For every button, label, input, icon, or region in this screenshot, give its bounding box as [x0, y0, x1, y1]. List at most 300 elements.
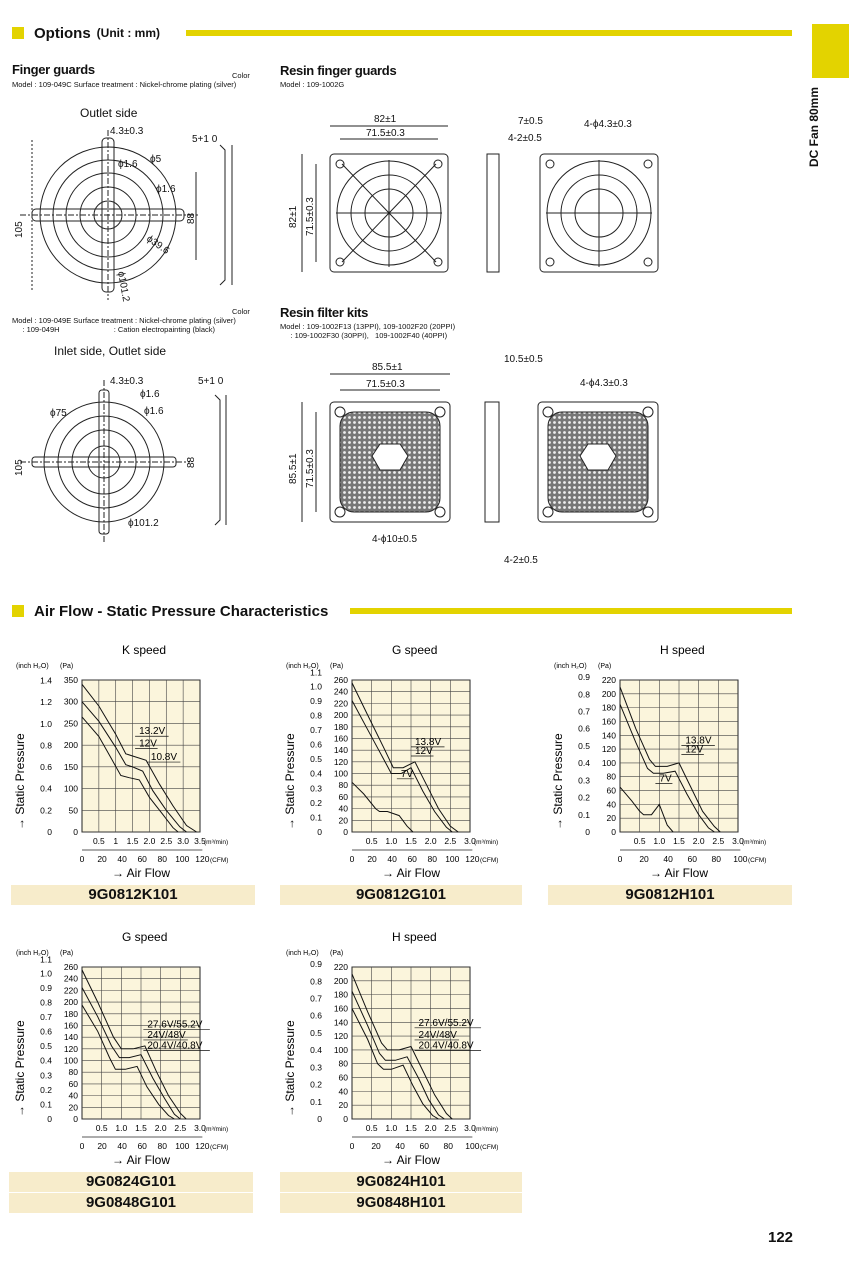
airflow-title: Air Flow - Static Pressure Characteristics	[34, 602, 329, 620]
x-tick-cfm: 40	[387, 854, 397, 864]
model-banner-h: 9G0812H101	[548, 885, 792, 905]
y-tick-inch: 0.8	[310, 976, 322, 987]
x-tick-m3: 1.0	[385, 836, 398, 846]
y-tick-pa: 200	[601, 688, 616, 699]
y-tick-inch: 0.5	[310, 754, 322, 765]
dim2-phi101-2: ϕ101.2	[128, 518, 159, 529]
y-tick-inch: 1.0	[310, 681, 322, 692]
x-tick-m3: 2.5	[174, 1123, 187, 1133]
section-marker-icon	[12, 27, 24, 39]
section-marker-icon-2	[12, 605, 24, 617]
y-tick-inch: 1.2	[40, 697, 52, 708]
y-tick-inch: 0	[317, 1114, 322, 1124]
x-tick-m3: 2.0	[143, 836, 156, 846]
y-tick-inch: 0.6	[40, 1026, 52, 1037]
series-label: 13.8V	[415, 736, 442, 748]
x-tick-cfm: 100	[733, 854, 748, 864]
y-tick-inch: 0.9	[578, 672, 590, 683]
x-tick-cfm: 40	[117, 854, 127, 864]
y-tick-pa: 160	[333, 733, 348, 744]
color-label-2: Color	[232, 307, 250, 316]
y-tick-inch: 1.1	[310, 667, 322, 678]
y-tick-inch: 0.3	[578, 775, 590, 786]
x-tick-m3: 1.0	[115, 1123, 128, 1133]
plot-area	[82, 680, 200, 832]
series-label: 10.8V	[150, 752, 178, 764]
y-tick-inch: 0.1	[310, 1096, 322, 1107]
y-unit-pa: (Pa)	[60, 950, 74, 957]
series-label: 12V	[415, 746, 433, 757]
y-tick-pa: 100	[333, 1044, 348, 1055]
y-tick-inch: 0.5	[40, 1041, 52, 1052]
y-tick-pa: 40	[606, 799, 616, 810]
chart-title: K speed	[122, 643, 167, 657]
color-label: Color	[232, 71, 250, 80]
finger-guards-model-2: Model : 109-049E Surface treatment : Nickel-chrome plating (silver)	[12, 316, 236, 325]
rfk-dim-85-5: 85.5±1	[372, 362, 403, 373]
x-tick-cfm: 40	[663, 854, 673, 864]
rfk-dim-71-5: 71.5±0.3	[366, 379, 405, 390]
x-tick-m3: 0.5	[92, 836, 105, 846]
y-tick-pa: 60	[338, 791, 348, 802]
y-tick-pa: 60	[606, 785, 616, 796]
y-tick-pa: 180	[333, 989, 348, 1000]
y-tick-inch: 0	[47, 1114, 52, 1124]
dim-phi39-6: ϕ39.6	[144, 233, 172, 257]
resin-filter-kits-title: Resin filter kits	[280, 305, 369, 320]
y-tick-pa: 220	[333, 698, 348, 709]
x-unit-cfm: (CFM)	[210, 1144, 229, 1151]
y-tick-pa: 0	[73, 827, 78, 837]
x-tick-m3: 1.5	[135, 1123, 147, 1133]
dim-phi101-2: ϕ101.2	[115, 270, 132, 303]
y-unit-inch: (inch H₂O)	[16, 663, 49, 670]
y-tick-pa: 20	[338, 815, 348, 826]
x-tick-cfm: 60	[137, 1141, 147, 1151]
rfg-dim-4-2: 4-2±0.5	[508, 133, 542, 144]
chart-h-speed-2	[280, 927, 525, 1167]
x-tick-m3: 2.0	[424, 1123, 437, 1133]
x-tick-cfm: 20	[97, 1141, 107, 1151]
model-banner-g: 9G0812G101	[280, 885, 522, 905]
x-tick-cfm: 0	[349, 1141, 355, 1151]
y-tick-pa: 120	[333, 1031, 348, 1042]
rfg-dim-7: 7±0.5	[518, 116, 543, 127]
x-tick-cfm: 120	[195, 1141, 210, 1151]
y-tick-inch: 0.9	[310, 695, 322, 706]
chart-title: G speed	[122, 930, 168, 944]
y-tick-inch: 0.4	[578, 758, 590, 769]
model-banner-g24: 9G0824G101	[9, 1172, 253, 1192]
x-tick-cfm: 60	[687, 854, 697, 864]
y-tick-pa: 160	[333, 1003, 348, 1014]
finger-guards-model: Model : 109-049C Surface treatment : Nickel-chrome plating (silver)	[12, 80, 237, 89]
x-tick-cfm: 0	[79, 854, 85, 864]
finger-guards-model-3: : 109-049H : Cation electropainting (black)	[12, 325, 216, 334]
model-banner-h48: 9G0848H101	[280, 1193, 522, 1213]
dim2-phi1-6b: ϕ1.6	[144, 406, 164, 417]
x-axis-label: → Air Flow	[382, 866, 441, 880]
y-tick-inch: 0	[47, 827, 52, 837]
rfk-dim-center: 4-ϕ10±0.5	[372, 534, 418, 545]
y-tick-inch: 0.2	[578, 792, 590, 803]
y-tick-pa: 180	[63, 1008, 78, 1019]
x-tick-cfm: 100	[445, 854, 460, 864]
y-tick-inch: 1.4	[40, 675, 52, 686]
x-tick-cfm: 20	[367, 854, 377, 864]
x-unit-cfm: (CFM)	[480, 857, 499, 864]
x-tick-m3: 2.5	[712, 836, 725, 846]
outlet-side-label: Outlet side	[80, 106, 138, 120]
y-tick-inch: 0.1	[578, 809, 590, 820]
y-tick-pa: 250	[63, 718, 78, 729]
y-tick-pa: 160	[63, 1020, 78, 1031]
y-tick-pa: 80	[338, 780, 348, 791]
x-tick-m3: 3.0	[177, 836, 190, 846]
y-tick-inch: 0.4	[310, 1045, 322, 1056]
dim-phi5: ϕ5	[150, 154, 162, 165]
model-banner-h24: 9G0824H101	[280, 1172, 522, 1192]
rfk-dim-10-5: 10.5±0.5	[504, 354, 543, 365]
y-tick-pa: 200	[333, 710, 348, 721]
y-unit-pa: (Pa)	[598, 663, 612, 670]
chart-k-speed	[10, 640, 255, 880]
inlet-side-label: Inlet side, Outlet side	[54, 344, 167, 358]
dim2-phi1-6: ϕ1.6	[140, 389, 160, 400]
y-tick-inch: 0.6	[578, 723, 590, 734]
x-tick-cfm: 40	[117, 1141, 127, 1151]
y-tick-inch: 0.6	[40, 762, 52, 773]
x-tick-cfm: 80	[427, 854, 437, 864]
y-tick-pa: 100	[333, 768, 348, 779]
y-tick-inch: 0.4	[40, 1055, 52, 1066]
x-tick-cfm: 60	[419, 1141, 429, 1151]
y-tick-pa: 20	[338, 1100, 348, 1111]
x-tick-cfm: 60	[407, 854, 417, 864]
y-axis-label: → Static Pressure	[283, 1020, 297, 1117]
y-tick-pa: 140	[63, 1032, 78, 1043]
rfk-dim-4-2: 4-2±0.5	[504, 555, 538, 566]
rfg-dim-82: 82±1	[374, 114, 397, 125]
x-tick-m3: 2.5	[160, 836, 173, 846]
y-tick-pa: 80	[338, 1058, 348, 1069]
y-unit-inch: (inch H₂O)	[286, 663, 319, 670]
y-tick-inch: 0.9	[40, 982, 52, 993]
x-tick-cfm: 0	[349, 854, 355, 864]
x-tick-cfm: 120	[465, 854, 480, 864]
y-tick-inch: 0.7	[310, 993, 322, 1004]
y-axis-label: → Static Pressure	[551, 733, 565, 830]
y-tick-pa: 120	[601, 744, 616, 755]
y-tick-pa: 200	[333, 975, 348, 986]
x-tick-m3: 1.5	[405, 836, 417, 846]
x-tick-m3: 1.5	[405, 1123, 417, 1133]
series-label: 12V	[685, 744, 704, 756]
y-tick-pa: 180	[333, 721, 348, 732]
x-axis-label: → Air Flow	[112, 1153, 171, 1167]
x-tick-m3: 0.5	[365, 836, 378, 846]
chart-title: H speed	[660, 643, 705, 657]
y-tick-inch: 0.2	[310, 1079, 322, 1090]
y-tick-pa: 200	[63, 997, 78, 1008]
y-tick-pa: 80	[606, 771, 616, 782]
y-tick-inch: 0.3	[310, 1062, 322, 1073]
chart-title: G speed	[392, 643, 438, 657]
y-axis-label: → Static Pressure	[283, 733, 297, 830]
resin-filter-drawing	[282, 350, 662, 570]
x-tick-cfm: 20	[639, 854, 649, 864]
dim2-5: 5+1 0	[198, 376, 224, 387]
chart-g-speed-2	[10, 927, 255, 1167]
resin-finger-guards-title: Resin finger guards	[280, 63, 397, 78]
y-tick-inch: 0.7	[578, 706, 590, 717]
x-tick-m3: 2.5	[444, 1123, 457, 1133]
y-tick-inch: 0	[317, 827, 322, 837]
x-tick-cfm: 100	[465, 1141, 480, 1151]
x-tick-m3: 3.0	[464, 1123, 476, 1133]
series-label: 20.4V/40.8V	[147, 1040, 203, 1052]
y-unit-pa: (Pa)	[330, 663, 344, 670]
x-tick-m3: 3.0	[464, 836, 476, 846]
y-tick-pa: 240	[63, 973, 78, 984]
y-tick-pa: 100	[63, 783, 78, 794]
y-axis-label: → Static Pressure	[13, 733, 27, 830]
y-tick-inch: 0.5	[578, 740, 590, 751]
airflow-rule	[350, 608, 792, 614]
y-tick-pa: 220	[333, 962, 348, 972]
dim-5: 5+1 0	[192, 134, 218, 145]
series-label: 12V	[139, 738, 157, 750]
dim-phi1-6: ϕ1.6	[118, 159, 138, 170]
x-axis-label: → Air Flow	[112, 866, 171, 880]
y-tick-pa: 240	[333, 686, 348, 697]
x-tick-cfm: 80	[157, 1141, 167, 1151]
y-tick-inch: 0.7	[310, 725, 322, 736]
x-tick-cfm: 100	[175, 854, 190, 864]
page-number: 122	[768, 1229, 794, 1246]
x-tick-m3: 1.0	[385, 1123, 398, 1133]
rfk-dim-hole: 4-ϕ4.3±0.3	[580, 378, 628, 389]
resin-filter-model-2: : 109-1002F30 (30PPI), 109-1002F40 (40PPI)	[280, 331, 448, 340]
y-unit-pa: (Pa)	[330, 950, 344, 957]
x-tick-m3: 1.5	[126, 836, 139, 846]
x-tick-m3: 3.0	[194, 1123, 206, 1133]
x-tick-cfm: 40	[395, 1141, 405, 1151]
y-tick-pa: 140	[333, 745, 348, 756]
x-tick-m3: 2.0	[692, 836, 705, 846]
dim-phi1-6b: ϕ1.6	[156, 184, 176, 195]
chart-h-speed	[548, 640, 793, 880]
airflow-header	[12, 601, 328, 621]
y-unit-pa: (Pa)	[60, 663, 74, 670]
x-tick-m3: 0.5	[95, 1123, 108, 1133]
y-tick-inch: 1.0	[40, 718, 52, 729]
y-tick-pa: 100	[601, 757, 616, 768]
y-tick-inch: 0.8	[578, 689, 590, 700]
y-tick-pa: 220	[601, 675, 616, 685]
x-axis-label: → Air Flow	[382, 1153, 441, 1167]
dim-105: 105	[14, 221, 25, 238]
x-tick-cfm: 60	[137, 854, 147, 864]
series-label: 7V	[659, 773, 672, 785]
y-tick-pa: 140	[601, 730, 616, 741]
y-tick-inch: 0.1	[40, 1099, 52, 1110]
y-tick-pa: 260	[63, 962, 78, 972]
y-tick-inch: 0.2	[40, 805, 52, 816]
y-tick-inch: 1.0	[40, 968, 52, 979]
y-tick-pa: 40	[68, 1090, 78, 1101]
finger-guards-title: Finger guards	[12, 62, 95, 77]
y-tick-pa: 40	[338, 803, 348, 814]
series-label: 27.6V/55.2V	[418, 1017, 474, 1029]
finger-guard-inlet-drawing	[10, 370, 260, 540]
series-label: 20.4V/40.8V	[418, 1040, 474, 1052]
y-unit-inch: (inch H₂O)	[554, 663, 587, 670]
y-tick-pa: 50	[68, 805, 78, 816]
finger-guard-outlet-drawing	[10, 120, 260, 310]
x-tick-cfm: 0	[79, 1141, 85, 1151]
series-label: 27.6V/55.2V	[147, 1019, 203, 1031]
y-tick-pa: 300	[63, 696, 78, 707]
series-label: 13.2V	[139, 726, 166, 738]
y-tick-pa: 60	[338, 1072, 348, 1083]
x-unit-cfm: (CFM)	[748, 857, 767, 864]
model-banner-k: 9G0812K101	[11, 885, 255, 905]
resin-filter-model-1: Model : 109-1002F13 (13PPI), 109-1002F20 (20PPI)	[280, 322, 456, 331]
x-tick-cfm: 0	[617, 854, 623, 864]
x-unit-cfm: (CFM)	[480, 1144, 499, 1151]
y-tick-pa: 0	[73, 1114, 78, 1124]
y-tick-inch: 0.1	[310, 812, 322, 823]
side-label: DC Fan 80mm	[807, 86, 822, 168]
model-banner-g48: 9G0848G101	[9, 1193, 253, 1213]
x-tick-m3: 3.5	[194, 836, 206, 846]
y-tick-pa: 120	[333, 756, 348, 767]
series-label: 7V	[400, 768, 414, 780]
y-tick-inch: 0.7	[40, 1012, 52, 1023]
y-tick-inch: 0.2	[40, 1084, 52, 1095]
y-tick-inch: 0.8	[40, 997, 52, 1008]
rfg-dim-71-5-v: 71.5±0.3	[305, 197, 316, 236]
x-unit-m3: (m³/min)	[474, 1126, 499, 1133]
resin-finger-guards-model: Model : 109-1002G	[280, 80, 345, 89]
x-tick-m3: 1.5	[673, 836, 685, 846]
resin-finger-guard-drawing	[282, 112, 662, 282]
series-label: 24V/48V	[147, 1029, 186, 1041]
x-tick-m3: 2.0	[154, 1123, 167, 1133]
series-label: 24V/48V	[418, 1029, 457, 1041]
x-tick-cfm: 20	[97, 854, 107, 864]
y-tick-inch: 0.9	[310, 959, 322, 970]
y-tick-pa: 0	[343, 1114, 348, 1124]
y-tick-pa: 160	[601, 716, 616, 727]
y-tick-inch: 0.6	[310, 739, 322, 750]
x-tick-cfm: 80	[711, 854, 722, 864]
y-tick-pa: 140	[333, 1017, 348, 1028]
x-unit-m3: (m³/min)	[742, 839, 767, 846]
x-tick-m3: 2.5	[444, 836, 457, 846]
y-tick-pa: 60	[68, 1078, 78, 1089]
dim-4-3: 4.3±0.3	[110, 126, 144, 137]
rfg-dim-hole: 4-ϕ4.3±0.3	[584, 119, 632, 130]
y-tick-pa: 260	[333, 675, 348, 685]
y-tick-pa: 0	[611, 827, 616, 837]
y-tick-inch: 0.8	[310, 710, 322, 721]
x-tick-m3: 2.0	[424, 836, 437, 846]
dim2-88: 88	[186, 456, 197, 468]
x-unit-m3: (m³/min)	[474, 839, 499, 846]
options-unit: (Unit : mm)	[96, 26, 160, 40]
x-tick-cfm: 20	[371, 1141, 381, 1151]
y-tick-pa: 200	[63, 740, 78, 751]
x-unit-cfm: (CFM)	[210, 857, 229, 864]
options-title: Options	[34, 24, 91, 42]
dim2-phi75: ϕ75	[50, 408, 67, 419]
y-tick-pa: 100	[63, 1055, 78, 1066]
x-tick-cfm: 120	[195, 854, 210, 864]
y-tick-inch: 0.8	[40, 740, 52, 751]
y-tick-pa: 350	[63, 675, 78, 685]
dim2-105: 105	[14, 459, 25, 476]
side-tab	[812, 24, 849, 78]
rfg-dim-82-v: 82±1	[288, 205, 299, 228]
y-tick-inch: 0.3	[40, 1070, 52, 1081]
series-label: 13.8V	[685, 735, 712, 747]
options-header	[12, 23, 160, 43]
y-tick-pa: 120	[63, 1043, 78, 1054]
y-tick-inch: 0.5	[310, 1027, 322, 1038]
y-tick-inch: 0	[585, 827, 590, 837]
y-tick-pa: 180	[601, 702, 616, 713]
y-tick-pa: 20	[68, 1102, 78, 1113]
x-tick-m3: 1.0	[653, 836, 666, 846]
rfg-dim-71-5: 71.5±0.3	[366, 128, 405, 139]
rfk-dim-71-5-v: 71.5±0.3	[305, 449, 316, 488]
x-tick-cfm: 80	[157, 854, 167, 864]
y-tick-pa: 80	[68, 1067, 78, 1078]
y-tick-pa: 0	[343, 827, 348, 837]
y-unit-inch: (inch H₂O)	[16, 950, 49, 957]
y-tick-inch: 0.4	[40, 783, 52, 794]
x-tick-cfm: 100	[175, 1141, 190, 1151]
y-axis-label: → Static Pressure	[13, 1020, 27, 1117]
x-tick-m3: 1	[113, 836, 119, 846]
options-rule	[186, 30, 792, 36]
x-axis-label: → Air Flow	[650, 866, 709, 880]
y-tick-inch: 1.1	[40, 954, 52, 965]
dim-88: 88	[186, 212, 197, 224]
x-unit-m3: (m³/min)	[204, 839, 229, 846]
y-tick-pa: 40	[338, 1086, 348, 1097]
y-tick-inch: 0.3	[310, 783, 322, 794]
x-tick-m3: 0.5	[365, 1123, 378, 1133]
y-tick-pa: 220	[63, 985, 78, 996]
chart-title: H speed	[392, 930, 437, 944]
x-tick-m3: 0.5	[633, 836, 646, 846]
y-unit-inch: (inch H₂O)	[286, 950, 319, 957]
chart-g-speed	[280, 640, 525, 880]
y-tick-inch: 0.2	[310, 797, 322, 808]
dim2-4-3: 4.3±0.3	[110, 376, 144, 387]
rfk-dim-85-5-v: 85.5±1	[288, 453, 299, 484]
x-tick-cfm: 80	[443, 1141, 454, 1151]
y-tick-pa: 20	[606, 813, 616, 824]
y-tick-inch: 0.6	[310, 1010, 322, 1021]
x-unit-m3: (m³/min)	[204, 1126, 229, 1133]
y-tick-inch: 0.4	[310, 768, 322, 779]
y-tick-pa: 150	[63, 761, 78, 772]
x-tick-m3: 3.0	[732, 836, 744, 846]
